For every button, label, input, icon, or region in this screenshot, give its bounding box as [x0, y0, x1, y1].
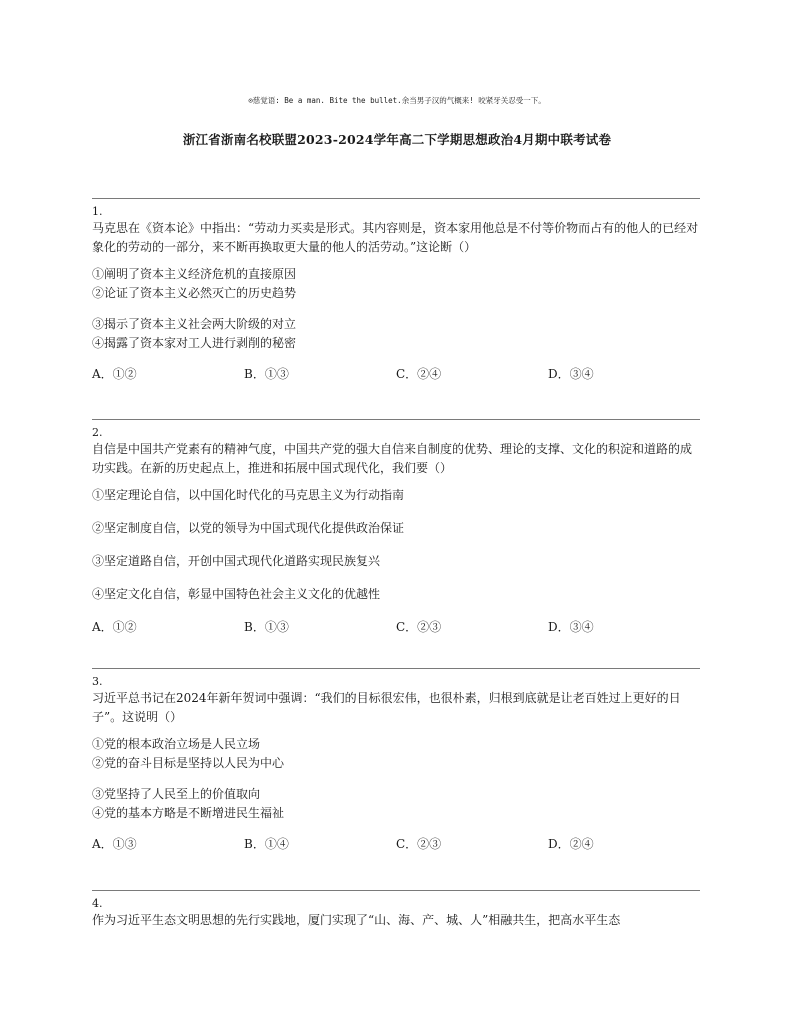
- answer-b[interactable]: B．①③: [244, 620, 289, 634]
- option-3: ③揭示了资本主义社会两大阶级的对立: [92, 317, 297, 331]
- answer-c[interactable]: C．②④: [396, 367, 442, 381]
- answer-a[interactable]: A．①③: [92, 837, 137, 851]
- question-divider: [92, 890, 700, 891]
- question-stem: 作为习近平生态文明思想的先行实践地，厦门实现了“山、海、产、城、人”相融共生，把高水平生态: [92, 913, 621, 927]
- question-stem: 自信是中国共产党素有的精神气度，中国共产党的强大自信来自制度的优势、理论的支撑、文化的积淀和道路的成功实践。在新的历史起点上，推进和拓展中国式现代化，我们要（）: [92, 442, 693, 475]
- question-1: [92, 198, 700, 382]
- answer-a[interactable]: A．①②: [92, 620, 137, 634]
- option-2: ②坚定制度自信，以党的领导为中国式现代化提供政治保证: [92, 521, 405, 535]
- question-number: 2.: [92, 426, 103, 439]
- option-1: ①阐明了资本主义经济危机的直接原因: [92, 267, 297, 281]
- answer-d[interactable]: D．③④: [548, 620, 594, 634]
- document-title: 浙江省浙南名校联盟2023-2024学年高二下学期思想政治4月期中联考试卷: [182, 132, 612, 147]
- question-divider: [92, 198, 700, 199]
- option-2: ②党的奋斗目标是坚持以人民为中心: [92, 756, 285, 770]
- answer-choices: [92, 835, 700, 852]
- option-2: ②论证了资本主义必然灭亡的历史趋势: [92, 286, 297, 300]
- question-divider: [92, 419, 700, 420]
- option-group: [92, 735, 700, 823]
- answer-c[interactable]: C．②③: [396, 620, 442, 634]
- answer-b[interactable]: B．①③: [244, 367, 289, 381]
- option-4: ④坚定文化自信，彰显中国特色社会主义文化的优越性: [92, 587, 381, 601]
- question-2: [92, 419, 700, 635]
- option-3: ③坚定道路自信，开创中国式现代化道路实现民族复兴: [92, 554, 381, 568]
- option-group: [92, 486, 700, 604]
- answer-d[interactable]: D．②④: [548, 837, 594, 851]
- question-stem: 习近平总书记在2024年新年贺词中强调：“我们的目标很宏伟，也很朴素，归根到底就是让老百姓过上更好的日子”。这说明（）: [92, 691, 681, 724]
- question-3: [92, 668, 700, 852]
- question-4: [92, 890, 700, 930]
- question-stem: 马克思在《资本论》中指出：“劳动力买卖是形式。其内容则是，资本家用他总是不付等价物而占有的他人的已经对象化的劳动的一部分，来不断再换取更大量的他人的活劳动。”这论断（）: [92, 221, 699, 254]
- option-4: ④党的基本方略是不断增进民生福祉: [92, 806, 285, 820]
- question-number: 4.: [92, 897, 103, 910]
- answer-choices: [92, 618, 700, 635]
- option-group: [92, 265, 700, 353]
- answer-b[interactable]: B．①④: [244, 837, 289, 851]
- option-1: ①坚定理论自信，以中国化时代化的马克思主义为行动指南: [92, 488, 405, 502]
- question-divider: [92, 668, 700, 669]
- option-3: ③党坚持了人民至上的价值取向: [92, 787, 261, 801]
- answer-d[interactable]: D．③④: [548, 367, 594, 381]
- option-4: ④揭露了资本家对工人进行剥削的秘密: [92, 336, 297, 350]
- answer-c[interactable]: C．②③: [396, 837, 442, 851]
- answer-choices: [92, 365, 700, 382]
- question-number: 3.: [92, 675, 103, 688]
- header-note: ⊙慈觉语: Be a man. Bite the bullet.余当男子汉的气概来! 咬紧牙关忍受一下。: [248, 96, 546, 105]
- question-number: 1.: [92, 205, 103, 218]
- option-1: ①党的根本政治立场是人民立场: [92, 737, 261, 751]
- answer-a[interactable]: A．①②: [92, 367, 137, 381]
